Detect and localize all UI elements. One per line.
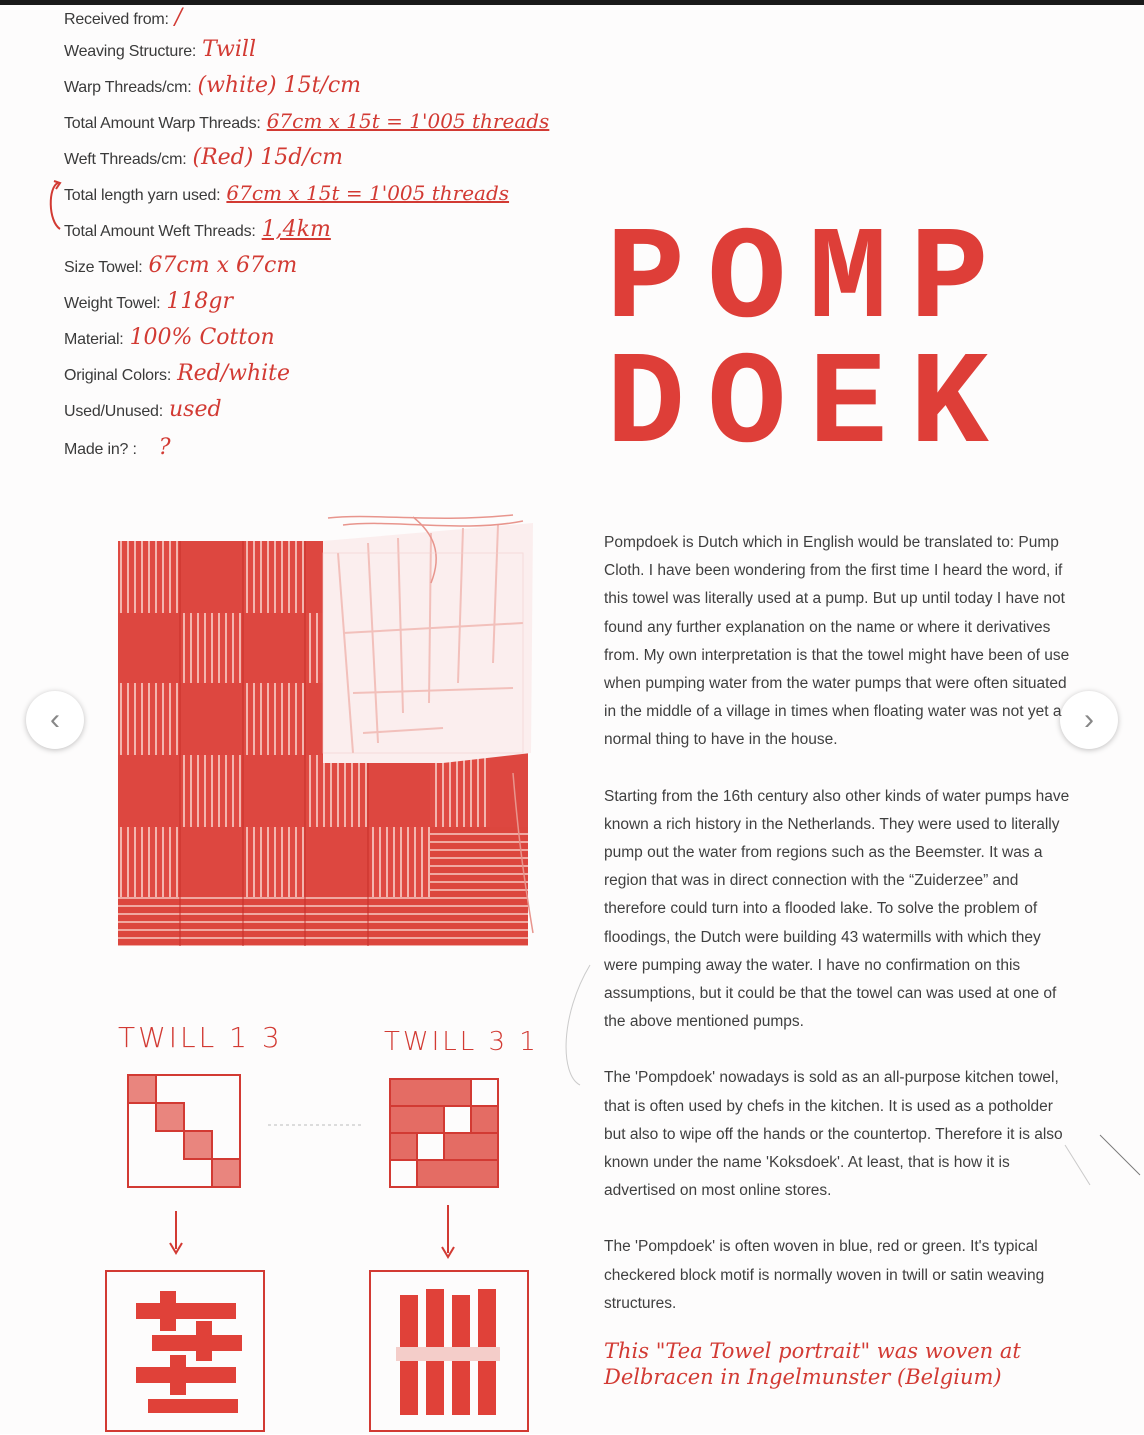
field-label: Used/Unused:	[64, 403, 163, 420]
twill-3-1-grid	[390, 1079, 498, 1187]
field-value: Red/white	[177, 361, 291, 386]
field-warp-threads	[64, 73, 361, 98]
field-label: Received from:	[64, 11, 169, 28]
towel-illustration	[113, 513, 538, 953]
field-material	[64, 325, 275, 350]
field-label: Total Amount Warp Threads:	[64, 115, 261, 132]
field-value: (Red) 15d/cm	[192, 145, 343, 170]
twill-sketches	[100, 1065, 570, 1435]
field-weaving-structure	[64, 37, 256, 62]
paragraph-2: Starting from the 16th century also other kinds of water pumps have known a rich history in the Netherlands. They were used to literally pump out the water from regions such as the Beemster. It was a region that was in direct connection with the “Zuiderzee” and therefore could turn into a flooded lake. To solve the problem of floodings, the Dutch were building 43 watermills with which they were pumping away the water. I have no confirmation on this assumptions, but it could be that the towel can was used at one of the above mentioned pumps.	[604, 787, 1070, 1031]
handwritten-note: This "Tea Towel portrait" was woven at Delbracen in Ingelmunster (Belgium)	[604, 1339, 1021, 1390]
field-value: Twill	[202, 37, 257, 62]
sketch-label-twill-1-3: TWILL 1 3	[118, 1021, 283, 1054]
field-value: ?	[158, 435, 171, 460]
field-label: Warp Threads/cm:	[64, 79, 192, 96]
field-value: (white) 15t/cm	[197, 73, 362, 98]
field-value: 118gr	[166, 289, 234, 314]
paragraph-4: The 'Pompdoek' is often woven in blue, red or green. It's typical checkered block motif is normally woven in twill or satin weaving structures.	[604, 1238, 1045, 1312]
title-line-1: POMP	[606, 206, 1011, 356]
field-label: Weaving Structure:	[64, 43, 197, 60]
twill-1-3-weave	[136, 1291, 242, 1413]
scanned-page	[0, 5, 1144, 1434]
title-line-2: DOEK	[606, 331, 1011, 481]
sketch-label-twill-3-1: TWILL 3 1	[384, 1027, 539, 1057]
field-value: /	[174, 5, 183, 30]
field-original-colors	[64, 361, 290, 386]
field-value: used	[169, 397, 222, 422]
twill-1-3-grid	[128, 1075, 240, 1187]
field-weft-threads	[64, 145, 343, 170]
carousel-prev-button[interactable]	[26, 691, 84, 749]
bracket-arrow-icon	[44, 177, 64, 237]
field-value: 67cm x 15t = 1'005 threads	[226, 181, 510, 205]
field-label: Total length yarn used:	[64, 187, 221, 204]
field-value: 1,4km	[261, 217, 331, 242]
field-label: Weight Towel:	[64, 295, 161, 312]
field-total-warp	[64, 109, 549, 133]
field-label: Material:	[64, 331, 124, 348]
chevron-right-icon: ›	[1084, 703, 1094, 736]
field-total-length-yarn	[64, 181, 509, 205]
field-label: Original Colors:	[64, 367, 172, 384]
field-made-in	[64, 435, 171, 460]
twill-3-1-weave	[396, 1289, 500, 1415]
field-used-unused	[64, 397, 222, 422]
description-text	[604, 529, 1074, 1390]
field-size-towel	[64, 253, 297, 278]
field-label: Total Amount Weft Threads:	[64, 223, 256, 240]
field-label: Weft Threads/cm:	[64, 151, 187, 168]
field-label: Size Towel:	[64, 259, 143, 276]
field-total-weft	[64, 217, 331, 242]
field-value: 67cm x 15t = 1'005 threads	[266, 109, 550, 133]
field-value: 100% Cotton	[129, 325, 275, 350]
paragraph-3: The 'Pompdoek' nowadays is sold as an all-purpose kitchen towel, that is often used by chefs in the kitchen. It is used as a potholder but also to wipe off the hands or the countertop. Therefore it is also known under the name 'Koksdoek'. At least, that is how it is advertised on most online stores.	[604, 1069, 1063, 1200]
chevron-left-icon: ‹	[50, 703, 60, 736]
field-label: Made in? :	[64, 441, 137, 458]
paragraph-1: Pompdoek is Dutch which in English would be translated to: Pump Cloth. I have been wondering from the first time I heard the word, if this towel was literally used at a pump. But up until today I have not found any further explanation on the name or where it derivatives from. My own interpretation is that the towel might have been of use when pumping water from the water pumps that were often situated in the middle of a village in times when floating water was not yet a normal thing to have in the house.	[604, 534, 1070, 749]
field-weight-towel	[64, 289, 233, 314]
field-value: 67cm x 67cm	[148, 253, 298, 278]
field-received-from	[64, 5, 182, 30]
